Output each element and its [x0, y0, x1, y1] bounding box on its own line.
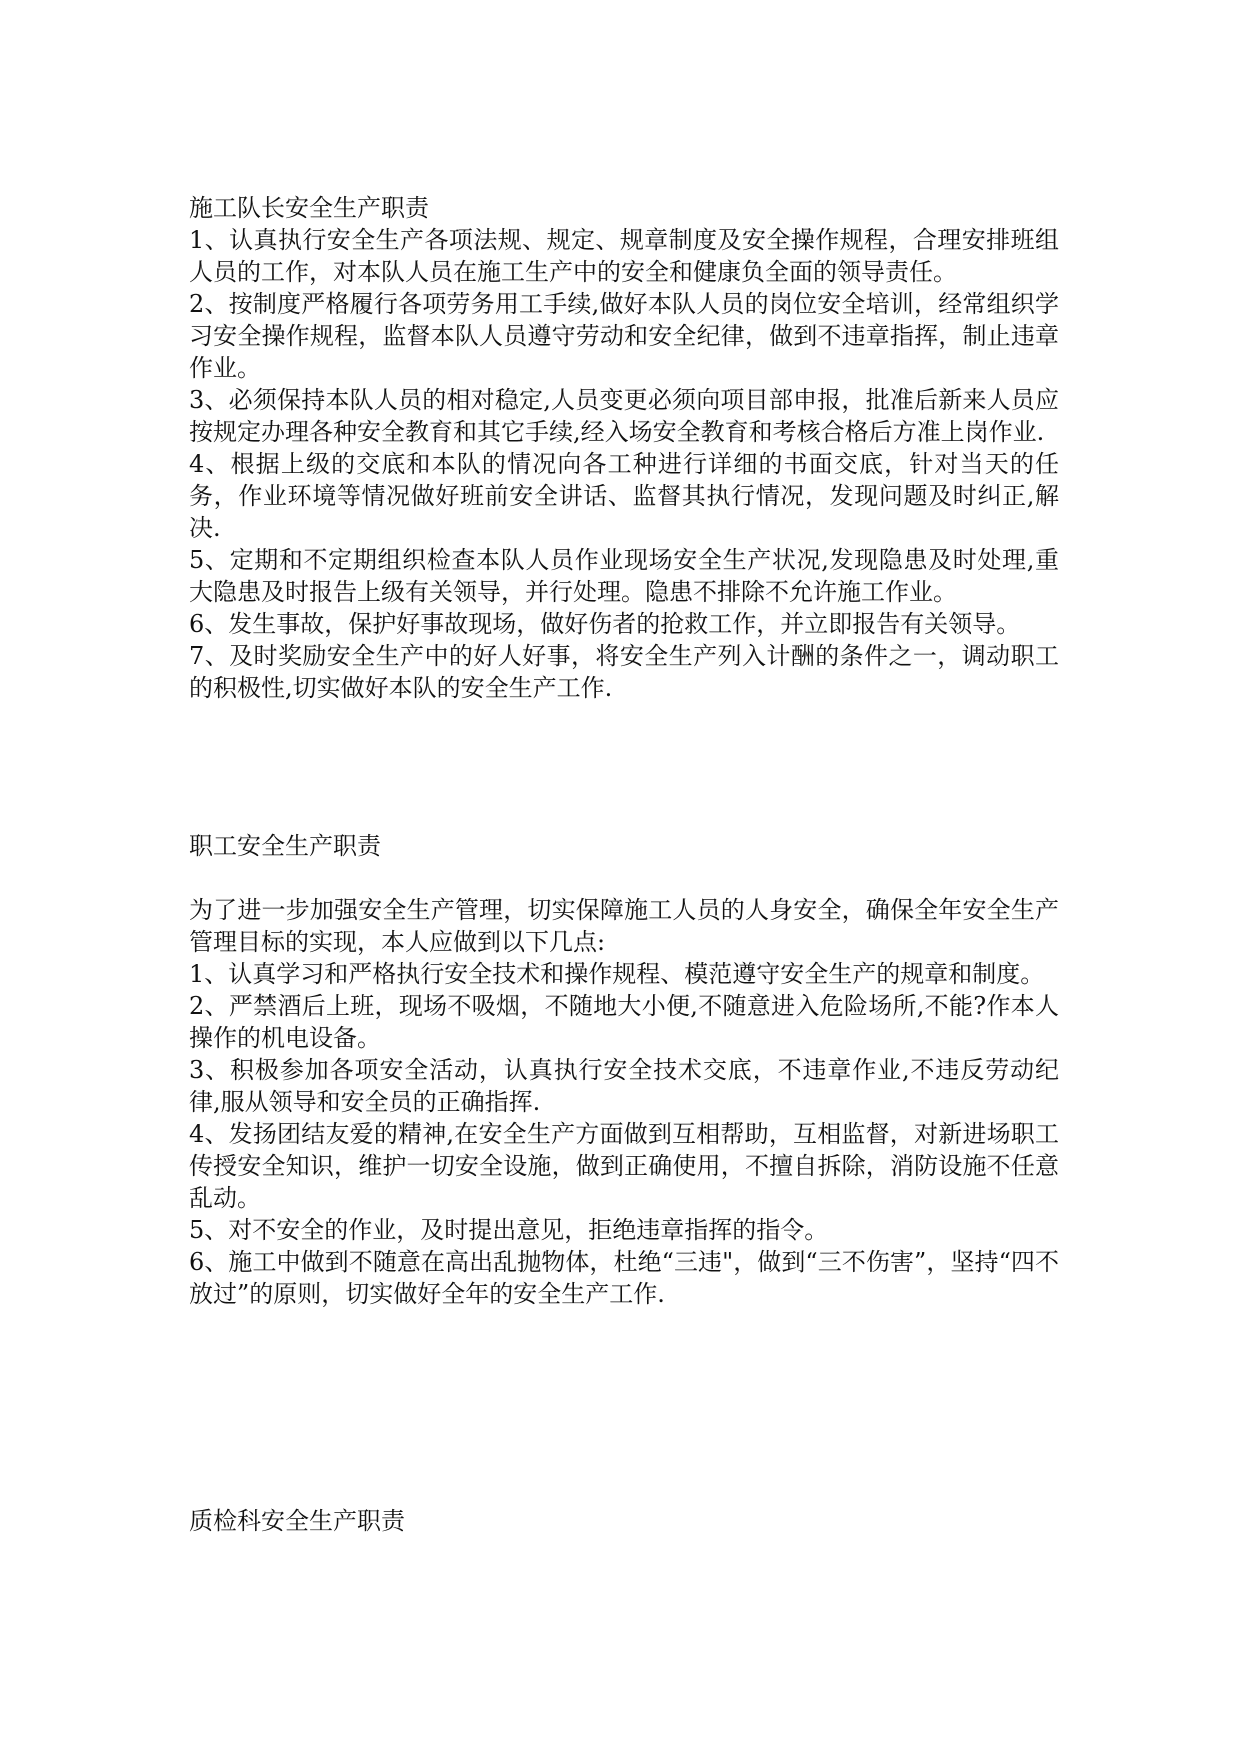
section-team-leader	[189, 192, 1059, 704]
duty-item: 2、严禁酒后上班，现场不吸烟，不随地大小便,不随意进入危险场所,不能?作本人操作的机电设备。	[189, 992, 1059, 1052]
duty-item: 2、按制度严格履行各项劳务用工手续,做好本队人员的岗位安全培训，经常组织学习安全操作规程，监督本队人员遵守劳动和安全纪律，做到不违章指挥，制止违章作业。	[189, 290, 1059, 382]
section-quality-inspection	[189, 1505, 1059, 1537]
duty-item: 4、发扬团结友爱的精神,在安全生产方面做到互相帮助，互相监督，对新进场职工传授安全知识，维护一切安全设施，做到正确使用，不擅自拆除，消防设施不任意乱动。	[189, 1120, 1059, 1212]
section-title: 施工队长安全生产职责	[189, 194, 429, 222]
duty-item: 6、施工中做到不随意在高出乱抛物体，杜绝“三违"，做到“三不伤害”，坚持“四不放过”的原则，切实做好全年的安全生产工作.	[189, 1248, 1059, 1308]
section-title: 质检科安全生产职责	[189, 1507, 405, 1535]
duty-item: 3、必须保持本队人员的相对稳定,人员变更必须向项目部申报，批准后新来人员应按规定办理各种安全教育和其它手续,经入场安全教育和考核合格后方准上岗作业.	[189, 386, 1059, 446]
duty-item: 5、定期和不定期组织检查本队人员作业现场安全生产状况,发现隐患及时处理,重大隐患及时报告上级有关领导，并行处理。隐患不排除不允许施工作业。	[189, 546, 1059, 606]
duty-item: 1、认真执行安全生产各项法规、规定、规章制度及安全操作规程，合理安排班组人员的工作，对本队人员在施工生产中的安全和健康负全面的领导责任。	[189, 226, 1059, 286]
section-title: 职工安全生产职责	[189, 832, 381, 860]
section-employee	[189, 830, 1059, 862]
duty-item: 1、认真学习和严格执行安全技术和操作规程、模范遵守安全生产的规章和制度。	[189, 960, 1045, 988]
intro-paragraph: 为了进一步加强安全生产管理，切实保障施工人员的人身安全，确保全年安全生产管理目标的实现，本人应做到以下几点:	[189, 896, 1059, 956]
duty-item: 5、对不安全的作业，及时提出意见，拒绝违章指挥的指令。	[189, 1216, 829, 1244]
section-employee-body	[189, 894, 1059, 1310]
duty-item: 4、根据上级的交底和本队的情况向各工种进行详细的书面交底，针对当天的任务，作业环境等情况做好班前安全讲话、监督其执行情况，发现问题及时纠正,解决.	[189, 450, 1059, 542]
duty-item: 3、积极参加各项安全活动，认真执行安全技术交底，不违章作业,不违反劳动纪律,服从领导和安全员的正确指挥.	[189, 1056, 1059, 1116]
duty-item: 7、及时奖励安全生产中的好人好事，将安全生产列入计酬的条件之一，调动职工的积极性,切实做好本队的安全生产工作.	[189, 642, 1059, 702]
duty-item: 6、发生事故，保护好事故现场，做好伤者的抢救工作，并立即报告有关领导。	[189, 610, 1021, 638]
